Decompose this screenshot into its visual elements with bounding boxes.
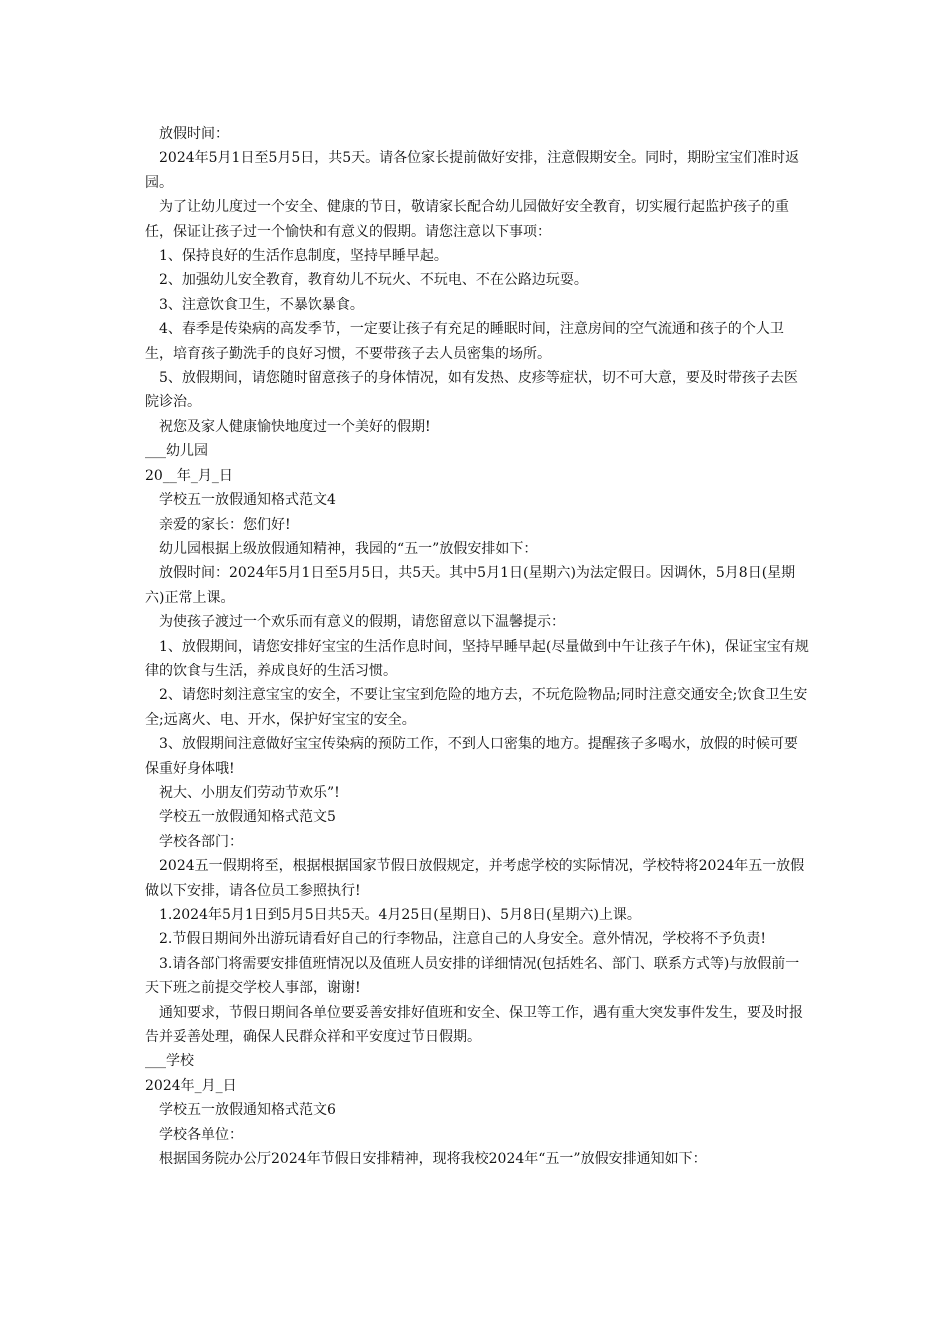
list-item: 3、注意饮食卫生，不暴饮暴食。 xyxy=(159,296,364,313)
signature-org: ___学校 xyxy=(145,1053,194,1070)
section-title: 学校五一放假通知格式范文4 xyxy=(159,492,336,509)
list-item: 2.节假日期间外出游玩请看好自己的行李物品，注意自己的人身安全。意外情况，学校将不予负责! xyxy=(159,931,766,948)
paragraph: 祝您及家人健康愉快地度过一个美好的假期! xyxy=(159,418,431,435)
list-item: 2、加强幼儿安全教育，教育幼儿不玩火、不玩电、不在公路边玩耍。 xyxy=(159,272,588,289)
paragraph: 为了让幼儿度过一个安全、健康的节日，敬请家长配合幼儿园做好安全教育，切实履行起监护孩子的重任，保证让孩子过一个愉快和有意义的假期。请您注意以下事项： xyxy=(145,199,789,240)
salutation: 学校各单位： xyxy=(159,1126,243,1143)
signature-org: ___幼儿园 xyxy=(145,443,208,460)
list-item: 1、放假期间，请您安排好宝宝的生活作息时间，坚持早睡早起(尽量做到中午让孩子午休)，保证宝宝有规律的饮食与生活，养成良好的生活习惯。 xyxy=(145,638,809,679)
salutation: 学校各部门： xyxy=(159,833,243,850)
list-item: 3、放假期间注意做好宝宝传染病的预防工作，不到人口密集的地方。提醒孩子多喝水，放假的时候可要保重好身体哦! xyxy=(145,736,798,777)
paragraph: 放假时间： xyxy=(159,126,229,142)
paragraph: 祝大、小朋友们劳动节欢乐”! xyxy=(159,784,340,801)
paragraph: 幼儿园根据上级放假通知精神，我园的“五一”放假安排如下： xyxy=(159,540,538,557)
section-title: 学校五一放假通知格式范文6 xyxy=(159,1102,336,1119)
paragraph: 2024年5月1日至5月5日，共5天。请各位家长提前做好安排，注意假期安全。同时，期盼宝宝们准时返园。 xyxy=(145,150,800,191)
list-item: 5、放假期间，请您随时留意孩子的身体情况，如有发热、皮疹等症状，切不可大意，要及时带孩子去医院诊治。 xyxy=(145,370,798,411)
list-item: 4、春季是传染病的高发季节，一定要让孩子有充足的睡眠时间，注意房间的空气流通和孩子的个人卫生，培育孩子勤洗手的良好习惯，不要带孩子去人员密集的场所。 xyxy=(145,321,784,362)
section-title: 学校五一放假通知格式范文5 xyxy=(159,809,336,826)
list-item: 2、请您时刻注意宝宝的安全，不要让宝宝到危险的地方去，不玩危险物品;同时注意交通安全;饮食卫生安全;远离火、电、开水，保护好宝宝的安全。 xyxy=(145,687,808,728)
paragraph: 通知要求，节假日期间各单位要妥善安排好值班和安全、保卫等工作，遇有重大突发事件发生，要及时报告并妥善处理，确保人民群众祥和平安度过节日假期。 xyxy=(145,1004,803,1046)
document-body xyxy=(145,122,810,1171)
paragraph: 为使孩子渡过一个欢乐而有意义的假期，请您留意以下温馨提示： xyxy=(159,614,565,631)
list-item: 3.请各部门将需要安排值班情况以及值班人员安排的详细情况(包括姓名、部门、联系方式等)与放假前一天下班之前提交学校人事部，谢谢! xyxy=(145,955,800,997)
signature-date: 2024年_月_日 xyxy=(145,1077,237,1094)
paragraph: 放假时间：2024年5月1日至5月5日，共5天。其中5月1日(星期六)为法定假日。因调休，5月8日(星期六)正常上课。 xyxy=(145,565,796,606)
paragraph: 根据国务院办公厅2024年节假日安排精神，现将我校2024年“五一”放假安排通知如下： xyxy=(159,1151,707,1168)
paragraph: 2024五一假期将至，根据根据国家节假日放假规定，并考虑学校的实际情况，学校特将2024年五一放假做以下安排，请各位员工参照执行! xyxy=(145,858,805,899)
salutation: 亲爱的家长：您们好! xyxy=(159,516,291,533)
list-item: 1.2024年5月1日到5月5日共5天。4月25日(星期日)、5月8日(星期六)上课。 xyxy=(159,907,641,923)
signature-date: 20__年_月_日 xyxy=(145,467,233,484)
list-item: 1、保持良好的生活作息制度，坚持早睡早起。 xyxy=(159,248,448,265)
